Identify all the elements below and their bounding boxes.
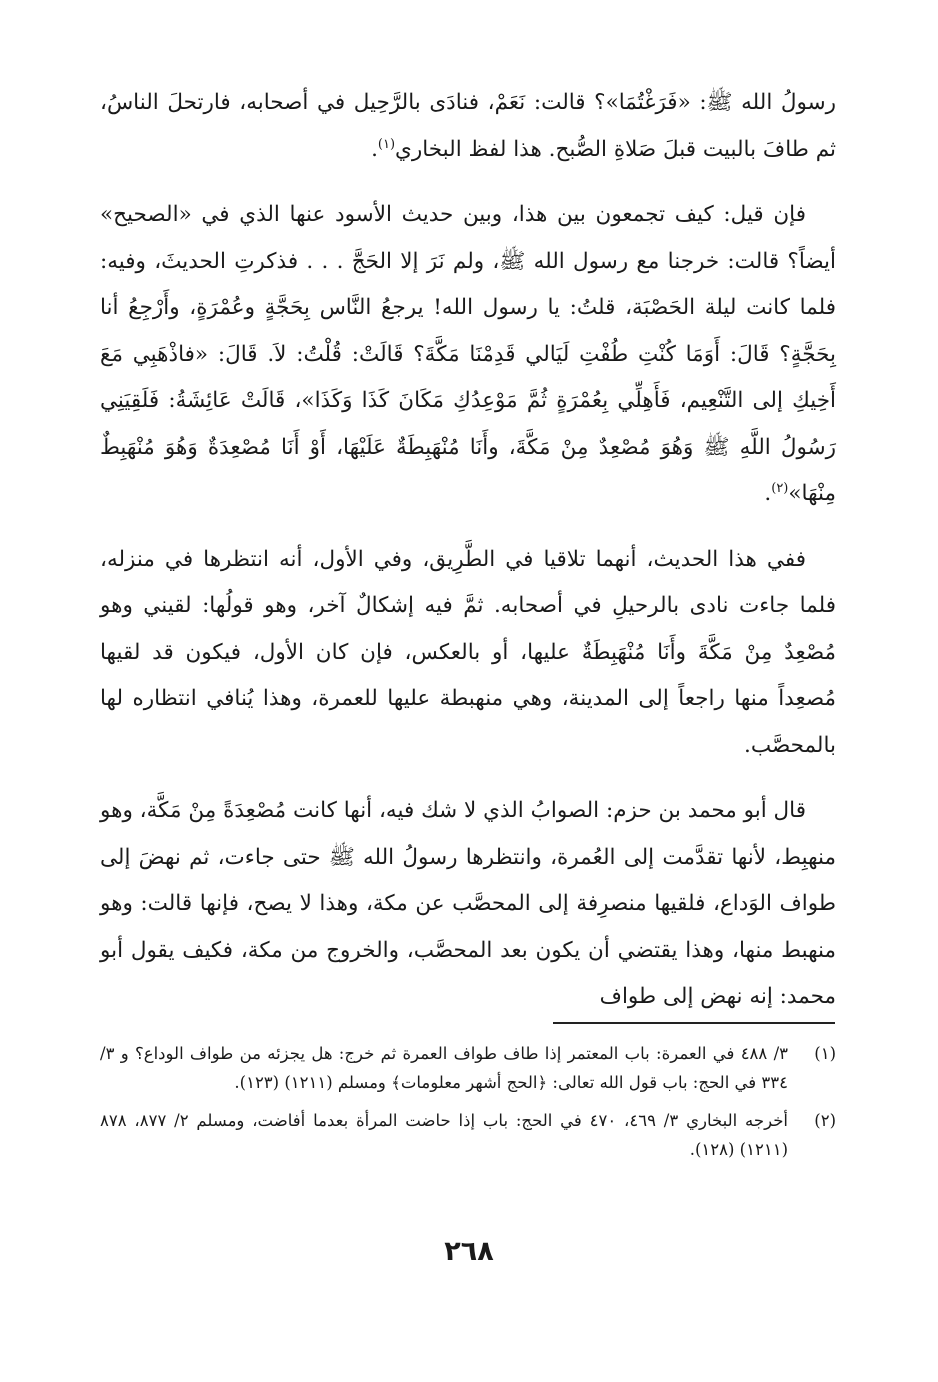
paragraph-2-tail: . (764, 481, 772, 506)
page-number: ٢٦٨ (444, 1236, 494, 1267)
main-text (100, 80, 836, 1021)
footnote-1 (100, 1040, 836, 1097)
paragraph-1-text: رسولُ الله ﷺ: «فَرَغْتُمَا»؟ قالت: نَعَمْ، فنادَى بالرَّحِيل في أصحابه، فارتحلَ الناسُ، ثم طافَ بالبيت قبلَ صَلاةِ الصُّبح. هذا لفظ البخاري (100, 90, 836, 162)
paragraph-3-text: ففي هذا الحديث، أنهما تلاقيا في الطَّرِيق، وفي الأول، أنه انتظرها في منزله، فلما جاءت نادى بالرحيلِ في أصحابه. ثمَّ فيه إشكالٌ آخر، وهو قولُها: لقيني وهو مُصْعِدٌ مِنْ مَكَّةَ وأَنَا مُنْهَبِطَةٌ عليها، أو بالعكس، فإن كان الأول، فيكون قد لقيها مُصعِداً منها راجعاً إلى المدينة، وهي منهبطة عليها للعمرة، وهذا يُنافي انتظاره لها بالمحصَّب. (100, 546, 836, 758)
paragraph-3 (100, 537, 836, 770)
footnote-2-text: أخرجه البخاري ٣/ ٤٦٩، ٤٧٠ في الحج: باب إذا حاضت المرأة بعدما أفاضت، ومسلم ٢/ ٨٧٧، ٨٧٨ (١٢١١) (١٢٨). (100, 1111, 788, 1159)
paragraph-1 (100, 80, 836, 173)
paragraph-2 (100, 192, 836, 518)
footnote-separator (553, 1022, 835, 1024)
footnotes (100, 1040, 836, 1164)
footnote-ref-1: (١) (377, 136, 396, 152)
footnote-2 (100, 1107, 836, 1164)
footnote-1-number: (١) (814, 1044, 836, 1063)
paragraph-1-tail: . (371, 136, 378, 162)
paragraph-4-text: قال أبو محمد بن حزم: الصوابُ الذي لا شك فيه، أنها كانت مُصْعِدَةً مِنْ مَكَّة، وهو منهبِط، لأنها تقدَّمت إلى العُمرة، وانتظرها رسولُ الله ﷺ حتى جاءت، ثم نهضَ إلى طواف الوَداع، فلقيها منصرِفة إلى المحصَّب عن مكة، وهذا لا يصح، فإنها قالت: وهو منهبط منها، وهذا يقتضي أن يكون بعد المحصَّب، والخروج من مكة، فكيف يقول أبو محمد: إنه نهض إلى طواف (100, 798, 836, 1009)
paragraph-4 (100, 788, 836, 1021)
footnote-ref-2: (٢) (771, 480, 789, 496)
footnote-1-text: ٣/ ٤٨٨ في العمرة: باب المعتمر إذا طاف طواف العمرة ثم خرج: هل يجزئه من طواف الوداع؟ و ٣/ ٣٣٤ في الحج: باب قول الله تعالى: ﴿الحج أشهر معلومات﴾ ومسلم (١٢١١) (١٢٣). (100, 1044, 789, 1092)
paragraph-2-text: فإن قيل: كيف تجمعون بين هذا، وبين حديث الأسود عنها الذي في «الصحيح» أيضاً؟ قالت: خرجنا مع رسول الله ﷺ، ولم نَرَ إلا الحَجَّ . . . فذكرتِ الحديثَ، وفيه: فلما كانت ليلة الحَصْبَة، قلتُ: يا رسول الله! يرجعُ النَّاس بِحَجَّةٍ وعُمْرَةٍ، وأَرْجِعُ أنا بِحَجَّةٍ؟ قَالَ: أَوَمَا كُنْتِ طُفْتِ لَيَالي قَدِمْنَا مَكَّةَ؟ قَالَتْ: قُلْتُ: لاَ. قَالَ: «فاذْهَبِي مَعَ أَخِيكِ إلى التَّنْعِيم، فَأَهِلِّي بِعُمْرَةٍ ثُمَّ مَوْعِدُكِ مَكَانَ كَذَا وَكَذَا»، قَالَتْ عَائِشَةُ: فَلَقِيَنِي رَسُولُ اللَّهِ ﷺ وَهُوَ مُصْعِدٌ مِنْ مَكَّةَ، وأَنَا مُنْهَبِطَةٌ عَلَيْهَا، أَوْ أَنَا مُصْعِدَةٌ وَهُوَ مُنْهَبِطٌ مِنْهَا» (100, 202, 836, 506)
footnote-2-number: (٢) (814, 1111, 836, 1130)
